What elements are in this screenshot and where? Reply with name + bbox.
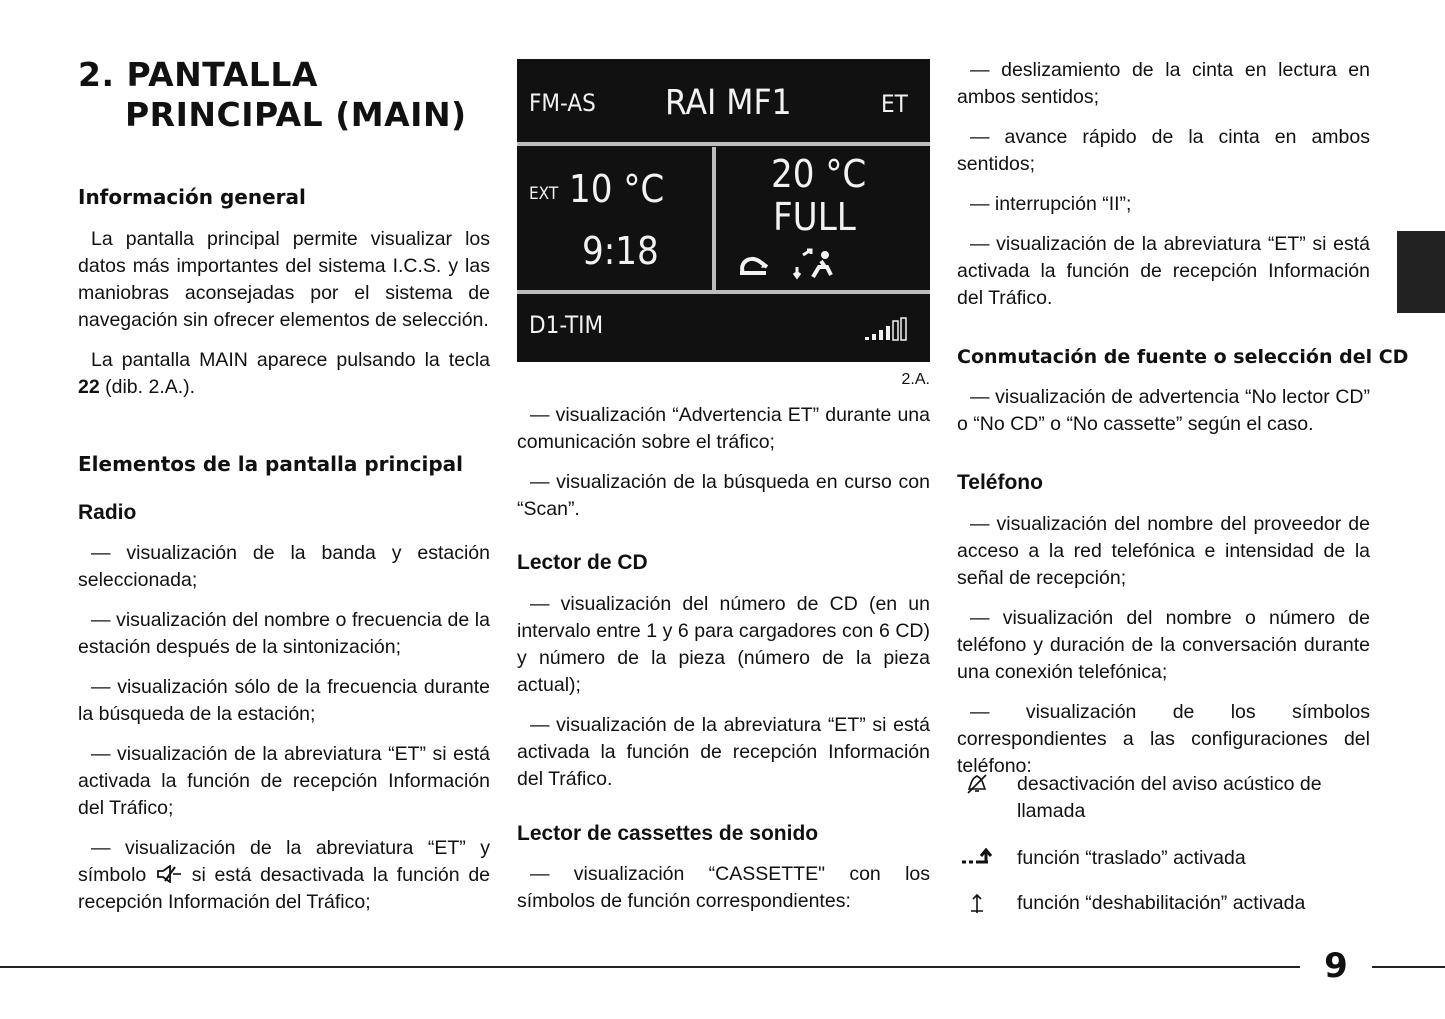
key-number: 22	[78, 376, 100, 398]
call-disabled-icon	[957, 893, 997, 915]
display-divider-vertical	[712, 147, 716, 292]
radio-item-6: — visualización “Advertencia ET” durante una comunicación sobre el tráfico;	[517, 404, 930, 453]
air-distribution-icon	[793, 247, 837, 281]
cd-item-1: — visualización del número de CD (en un intervalo entre 1 y 6 para cargadores con 6 CD) y número de la pieza (número de la pieza actual);	[517, 593, 930, 696]
cassette-item-4: — interrupción “II”;	[970, 193, 1132, 215]
display-fan: FULL	[773, 195, 856, 239]
chapter-title-line2: PRINCIPAL (MAIN)	[125, 95, 467, 134]
signal-strength-icon	[865, 317, 911, 341]
cassette-item-2: — deslizamiento de la cinta en lectura en ambos sentidos;	[957, 59, 1370, 108]
phone-symbol-2-label: función “traslado” activada	[1017, 847, 1246, 869]
paragraph-general-2: La pantalla MAIN aparece pulsando la tecla 22 (dib. 2.A.).	[78, 349, 490, 398]
radio-item-7: — visualización de la búsqueda en curso con “Scan”.	[517, 471, 930, 520]
heading-general-info: Información general	[78, 185, 306, 209]
display-set-temp: 20 °C	[771, 152, 867, 196]
cd-item-2: — visualización de la abreviatura “ET” si está activada la función de recepción Información del Tráfico.	[517, 714, 930, 790]
call-forward-icon	[957, 848, 997, 868]
display-time: 9:18	[582, 229, 659, 273]
bell-off-icon	[957, 773, 997, 795]
section-thumb-tab	[1397, 231, 1445, 313]
paragraph-general-1: La pantalla principal permite visualizar los datos más importantes del sistema I.C.S. y las maniobras aconsejadas por el sistema de navegación sin ofrecer elementos de selección.	[78, 228, 490, 331]
heading-screen-elements: Elementos de la pantalla principal	[78, 452, 463, 476]
subheading-radio: Radio	[78, 501, 137, 524]
heading-source-switch: Conmutación de fuente o selección del CD	[957, 346, 1409, 368]
display-et: ET	[881, 90, 908, 118]
phone-symbol-1-label: desactivación del aviso acústico de llamada	[1017, 773, 1322, 822]
subheading-cd: Lector de CD	[517, 551, 648, 574]
speaker-muted-icon	[155, 865, 183, 883]
subheading-cassette: Lector de cassettes de sonido	[517, 822, 819, 845]
main-display-figure	[517, 59, 930, 362]
phone-symbol-3-label: función “deshabilitación” activada	[1017, 892, 1306, 914]
cassette-item-5: — visualización de la abreviatura “ET” si está activada la función de recepción Información del Tráfico.	[957, 233, 1370, 309]
display-divider-top	[517, 142, 930, 146]
phone-item-1: — visualización del nombre del proveedor de acceso a la red telefónica e intensidad de la señal de recepción;	[957, 513, 1370, 589]
radio-item-5: — visualización de la abreviatura “ET” y símbolo si está desactivada la función de recepción Información del Tráfico;	[78, 837, 491, 913]
footer-rule-left	[0, 966, 1300, 968]
display-ext-temp: 10 °C	[569, 167, 665, 211]
phone-item-3: — visualización de los símbolos correspondientes a las configuraciones del teléfono:	[957, 701, 1370, 777]
radio-item-2: — visualización del nombre o frecuencia de la estación después de la sintonización;	[78, 609, 490, 658]
display-band: FM-AS	[529, 89, 596, 117]
display-provider: D1-TIM	[529, 311, 604, 339]
radio-item-4: — visualización de la abreviatura “ET” si está activada la función de recepción Información del Tráfico;	[78, 743, 490, 819]
display-divider-bottom	[517, 290, 930, 294]
chapter-title	[78, 55, 467, 135]
phone-item-2: — visualización del nombre o número de teléfono y duración de la conversación durante una conexión telefónica;	[957, 607, 1370, 683]
switch-item-1: — visualización de advertencia “No lector CD” o “No CD” o “No cassette” según el caso.	[957, 386, 1370, 435]
cassette-item-3: — avance rápido de la cinta en ambos sentidos;	[957, 126, 1370, 175]
recirculation-icon	[737, 251, 777, 279]
subheading-phone: Teléfono	[957, 471, 1043, 494]
figure-caption: 2.A.	[901, 371, 930, 388]
radio-item-1: — visualización de la banda y estación seleccionada;	[78, 542, 490, 591]
chapter-title-line1: 2. PANTALLA	[78, 55, 318, 94]
page-number: 9	[1324, 946, 1348, 986]
footer-rule-right	[1372, 966, 1445, 968]
cassette-item-1: — visualización “CASSETTE" con los símbolos de función correspondientes:	[517, 863, 930, 912]
radio-item-3: — visualización sólo de la frecuencia durante la búsqueda de la estación;	[78, 676, 490, 725]
display-ext-label: EXT	[529, 184, 559, 204]
display-station: RAI MF1	[665, 83, 792, 123]
